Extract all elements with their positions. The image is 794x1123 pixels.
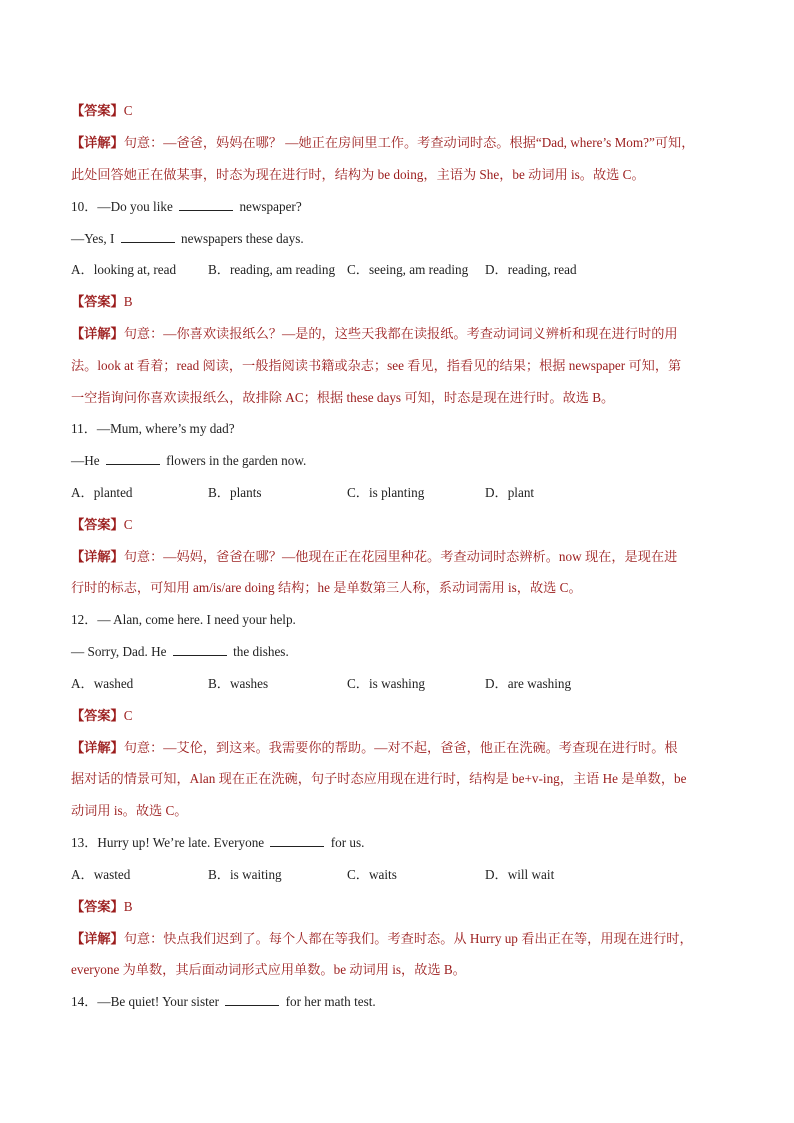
options-row	[71, 260, 731, 280]
answer-value: B	[123, 294, 133, 309]
answer-blank	[225, 993, 279, 1006]
detail-text: 句意：—爸爸，妈妈在哪？ —她正在房间里工作。考查动词时态。根据“Dad, where’s Mom?”可知，	[123, 135, 695, 150]
option-c: C．waits	[347, 867, 397, 882]
answer-label: 【答案】	[71, 103, 124, 118]
detail-line: 此处回答她正在做某事，时态为现在进行时，结构为 be doing，主语为 She，be 动词用 is。故选 C。	[71, 167, 645, 182]
question-line	[71, 833, 364, 853]
answer-label: 【答案】	[71, 899, 124, 914]
question-text: Hurry up! We’re late. Everyone	[97, 835, 268, 850]
question-text: the dishes.	[229, 644, 289, 659]
answer-label: 【答案】	[71, 517, 124, 532]
option-b: B．reading, am reading	[208, 262, 336, 277]
detail-line: everyone 为单数，其后面动词形式应用单数。be 动词用 is，故选 B。	[71, 962, 466, 977]
detail-line: 动词用 is。故选 C。	[71, 803, 188, 818]
question-line	[71, 229, 304, 249]
question-text: —Mum, where’s my dad?	[96, 421, 235, 436]
question-number: 14．	[71, 994, 98, 1009]
question-line	[71, 419, 235, 439]
question-line	[71, 610, 296, 630]
question-text: — Sorry, Dad. He	[71, 644, 170, 659]
option-a: A．planted	[71, 485, 133, 500]
answer-blank	[270, 834, 324, 847]
option-b: B．plants	[208, 485, 262, 500]
question-text: flowers in the garden now.	[162, 453, 307, 468]
option-d: D．are washing	[485, 676, 572, 691]
answer-line	[71, 292, 133, 312]
question-text: —Yes, I	[71, 231, 118, 246]
question-number: 10．	[71, 199, 98, 214]
detail-label: 【详解】	[71, 326, 124, 341]
option-d: D．plant	[485, 485, 535, 500]
detail-label: 【详解】	[71, 931, 124, 946]
detail-line: 行时的标志，可知用 am/is/are doing 结构；he 是单数第三人称，系动词需用 is，故选 C。	[71, 580, 582, 595]
question-text: newspapers these days.	[177, 231, 304, 246]
answer-value: C	[123, 708, 133, 723]
answer-blank	[106, 452, 160, 465]
answer-line	[71, 515, 133, 535]
option-b: B．washes	[208, 676, 269, 691]
detail-line: 法。look at 看着；read 阅读，一般指阅读书籍或杂志；see 看见，指看见的结果；根据 newspaper 可知，第	[71, 358, 682, 373]
options-row	[71, 865, 731, 885]
answer-blank	[179, 198, 233, 211]
detail-label: 【详解】	[71, 135, 124, 150]
question-text: newspaper?	[236, 199, 302, 214]
options-row	[71, 674, 731, 694]
detail-text: 句意：快点我们迟到了。每个人都在等我们。考查时态。从 Hurry up 看出正在等，用现在进行时，	[123, 931, 693, 946]
question-text: —Do you like	[97, 199, 177, 214]
option-c: C．is planting	[347, 485, 425, 500]
options-row	[71, 483, 731, 503]
question-number: 13．	[71, 835, 98, 850]
question-line	[71, 642, 289, 662]
detail-text: 句意：—艾伦，到这来。我需要你的帮助。—对不起，爸爸，他正在洗碗。考查现在进行时。根	[123, 740, 678, 755]
answer-label: 【答案】	[71, 708, 124, 723]
question-text: for us.	[327, 835, 365, 850]
question-text: — Alan, come here. I need your help.	[97, 612, 296, 627]
option-a: A．washed	[71, 676, 134, 691]
detail-label: 【详解】	[71, 740, 124, 755]
option-d: D．reading, read	[485, 262, 577, 277]
answer-value: C	[123, 517, 133, 532]
detail-label: 【详解】	[71, 549, 124, 564]
answer-label: 【答案】	[71, 294, 124, 309]
question-number: 12．	[71, 612, 98, 627]
question-text: for her math test.	[282, 994, 376, 1009]
detail-line: 据对话的情景可知，Alan 现在正在洗碗，句子时态应用现在进行时，结构是 be+v-ing，主语 He 是单数，be	[71, 771, 687, 786]
detail-text: 句意：—妈妈，爸爸在哪？—他现在正在花园里种花。考查动词时态辨析。now 现在，是现在进	[123, 549, 678, 564]
question-number: 11．	[71, 421, 97, 436]
option-c: C．seeing, am reading	[347, 262, 469, 277]
question-text: —He	[71, 453, 103, 468]
option-a: A．looking at, read	[71, 262, 177, 277]
answer-blank	[173, 643, 227, 656]
detail-text: 句意：—你喜欢读报纸么？—是的，这些天我都在读报纸。考查动词词义辨析和现在进行时的用	[123, 326, 678, 341]
answer-blank	[121, 230, 175, 243]
option-b: B．is waiting	[208, 867, 282, 882]
question-line	[71, 992, 376, 1012]
answer-line	[71, 706, 133, 726]
detail-line	[71, 929, 693, 949]
option-d: D．will wait	[485, 867, 555, 882]
detail-line: 一空指询问你喜欢读报纸么，故排除 AC；根据 these days 可知，时态是现在进行时。故选 B。	[71, 390, 615, 405]
detail-line	[71, 324, 678, 344]
question-line	[71, 451, 306, 471]
answer-value: B	[123, 899, 133, 914]
question-text: —Be quiet! Your sister	[97, 994, 223, 1009]
detail-line	[71, 133, 694, 153]
detail-line	[71, 547, 677, 567]
answer-line	[71, 897, 133, 917]
answer-line	[71, 101, 133, 121]
detail-line	[71, 738, 678, 758]
option-a: A．wasted	[71, 867, 131, 882]
question-line	[71, 197, 302, 217]
answer-value: C	[123, 103, 133, 118]
option-c: C．is washing	[347, 676, 426, 691]
